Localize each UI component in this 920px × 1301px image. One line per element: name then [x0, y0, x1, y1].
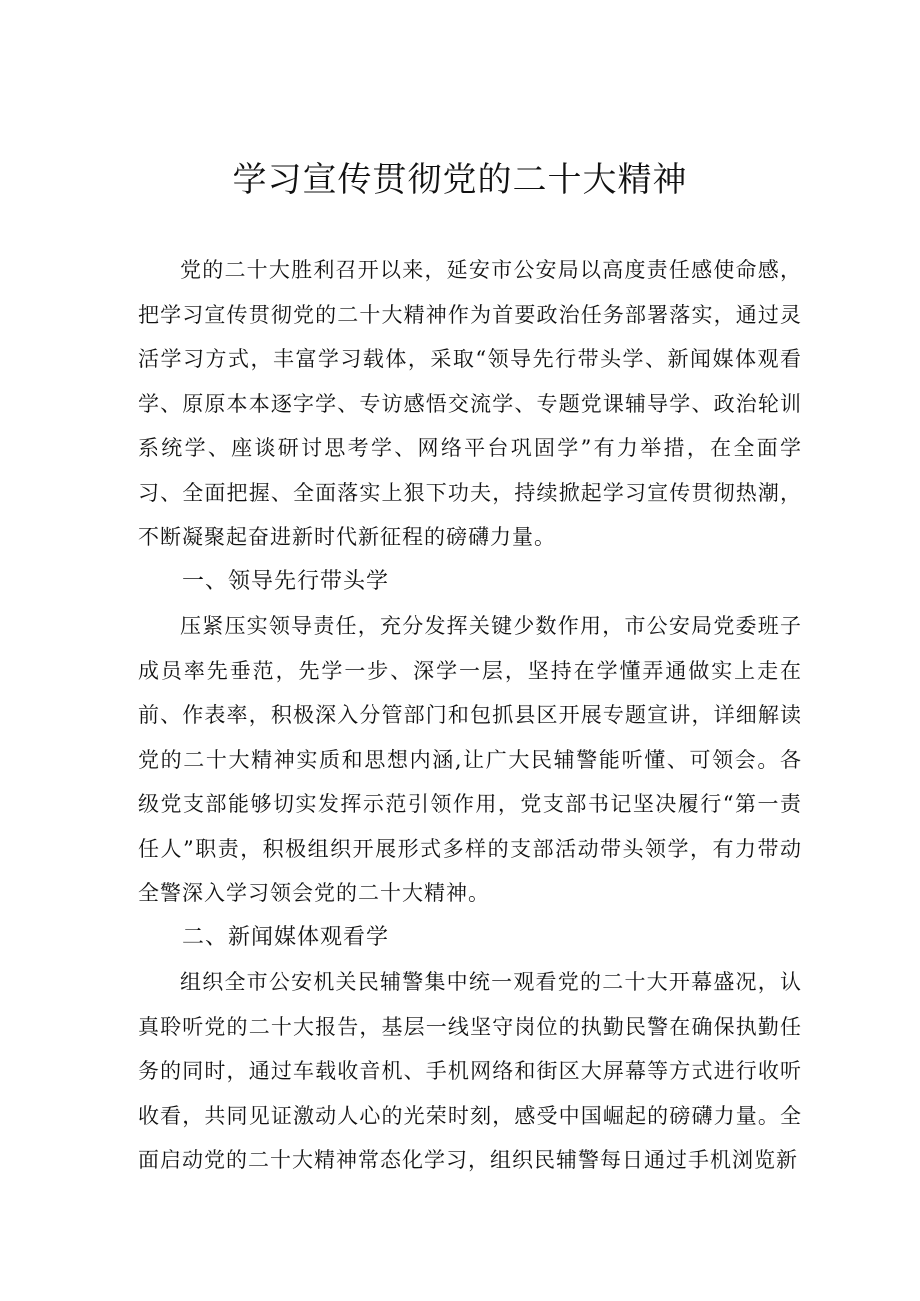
section-paragraph-1: 压紧压实领导责任，充分发挥关键少数作用，市公安局党委班子成员率先垂范，先学一步、深学一层，坚持在学懂弄通做实上走在前、作表率，积极深入分管部门和包抓县区开展专题宣讲，详细解读党的二十大精神实质和思想内涵,让广大民辅警能听懂、可领会。各级党支部能够切实发挥示范引领作用，党支部书记坚决履行“第一责任人”职责，积极组织开展形式多样的支部活动带头领学，有力带动全警深入学习领会党的二十大精神。	[138, 614, 802, 905]
document-body	[138, 248, 802, 1183]
section-paragraph-2: 组织全市公安机关民辅警集中统一观看党的二十大开幕盛况，认真聆听党的二十大报告，基层一线坚守岗位的执勤民警在确保执勤任务的同时，通过车载收音机、手机网络和街区大屏幕等方式进行收听收看，共同见证激动人心的光荣时刻，感受中国崛起的磅礴力量。全面启动党的二十大精神常态化学习，组织民辅警每日通过手机浏览新	[138, 970, 802, 1172]
section-heading-1: 一、领导先行带头学	[182, 568, 390, 594]
intro-paragraph: 党的二十大胜利召开以来，延安市公安局以高度责任感使命感，把学习宣传贯彻党的二十大精神作为首要政治任务部署落实，通过灵活学习方式，丰富学习载体，采取“领导先行带头学、新闻媒体观看学、原原本本逐字学、专访感悟交流学、专题党课辅导学、政治轮训系统学、座谈研讨思考学、网络平台巩固学”有力举措，在全面学习、全面把握、全面落实上狠下功夫，持续掀起学习宣传贯彻热潮，不断凝聚起奋进新时代新征程的磅礴力量。	[138, 258, 802, 549]
section-heading-2: 二、新闻媒体观看学	[182, 924, 390, 950]
document-title: 学习宣传贯彻党的二十大精神	[232, 160, 688, 200]
